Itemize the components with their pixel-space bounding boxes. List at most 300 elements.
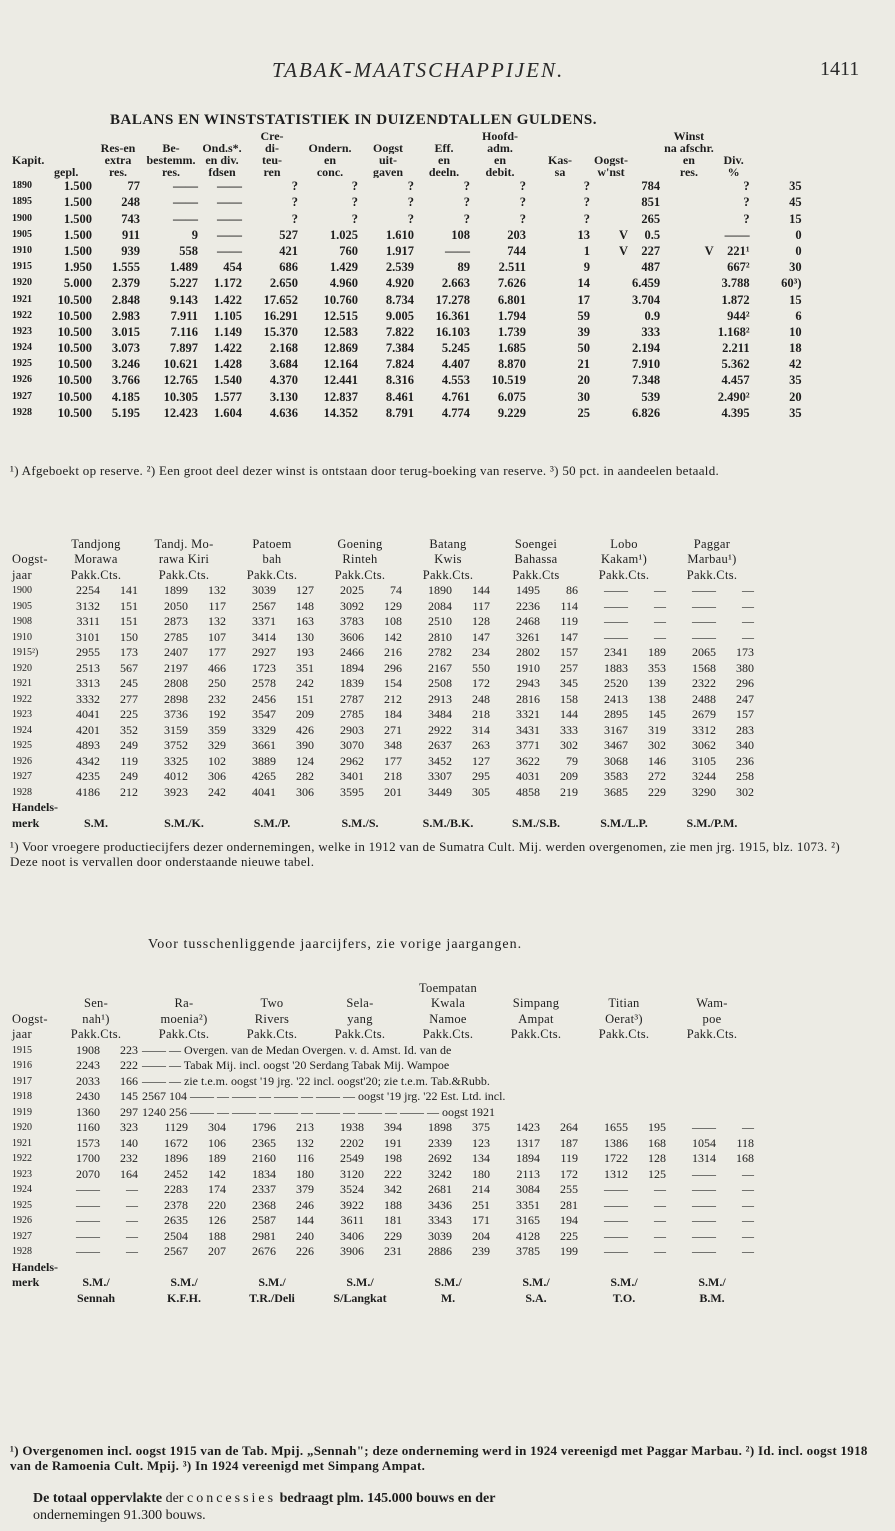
table-cell: 342: [384, 1182, 402, 1196]
table-cell: 4041: [252, 784, 276, 799]
table-cell: 126: [208, 1213, 226, 1227]
table-cell: —— — Overgen. van de Medan Overgen. v. d. Amst. Id. van de: [142, 1042, 452, 1057]
table-cell: ?: [407, 179, 414, 194]
trademark-row: [10, 815, 756, 831]
estates-2-footnote: ¹) Overgenomen incl. oogst 1915 van de Tab. Mpij. „Sennah"; deze onderneming werd in 1924 vereenigd met Paggar Marbau. ²) Id. incl. oogst 1918 van de Ramoenia Cult. Mpij. ³) In 1924 vereenigd met Simpang Ampat.: [10, 1443, 868, 1473]
table-cell: 146: [648, 753, 666, 768]
spacer: [10, 1290, 52, 1306]
header-row: [10, 552, 756, 568]
table-cell: 8.870: [497, 357, 526, 372]
table-cell: —: [654, 1244, 666, 1258]
table-cell: 352: [120, 722, 138, 737]
table-cell: 1573: [76, 1135, 100, 1150]
column-header: Pakk.Cts: [512, 567, 560, 582]
table-cell: 117: [208, 598, 226, 613]
column-header: res.: [161, 166, 181, 178]
table-cell: 147: [472, 629, 490, 644]
table-row: [10, 178, 826, 194]
table-cell: ——: [692, 614, 716, 628]
table-cell: 144: [296, 1213, 314, 1227]
table-cell: 201: [384, 784, 402, 799]
table-cell: 232: [120, 1151, 138, 1165]
column-header: Pakk.Cts.: [246, 567, 298, 582]
table-cell: ——: [692, 1182, 716, 1196]
column-header: [630, 130, 662, 142]
table-cell: 214: [472, 1182, 490, 1196]
table-cell: 18: [789, 341, 802, 356]
table-cell: ——: [76, 1197, 100, 1212]
table-cell: 2895: [604, 707, 628, 721]
table-cell: 148: [296, 598, 314, 613]
table-cell: 157: [736, 707, 754, 721]
table-cell: 283: [736, 722, 754, 737]
table-cell: ?: [743, 195, 750, 210]
table-cell: [592, 259, 630, 275]
table-cell: 1.610: [385, 227, 414, 242]
table-cell: 1925: [12, 358, 32, 370]
table-cell: 2025: [340, 583, 364, 597]
column-header: moenia²): [160, 1011, 208, 1026]
table-cell: 1.872: [721, 292, 750, 307]
table-cell: 144: [560, 707, 578, 721]
column-header: Tandj. Mo-: [154, 536, 214, 551]
trademark: M.: [440, 1290, 456, 1305]
table-cell: 4.553: [441, 373, 470, 388]
table-cell: 302: [560, 738, 578, 752]
table-cell: 2886: [428, 1244, 452, 1258]
table-cell: 2943: [516, 676, 540, 690]
table-cell: 3622: [516, 753, 540, 768]
table-cell: 550: [472, 660, 490, 675]
table-cell: 2.663: [441, 276, 470, 291]
table-cell: 3039: [252, 583, 276, 597]
table-cell: 351: [296, 660, 314, 675]
table-cell: 1927: [12, 771, 32, 782]
trademark: S.M./P.: [253, 815, 291, 830]
table-cell: 3311: [76, 614, 100, 628]
table-cell: 30: [577, 389, 590, 404]
trademark: S.M./: [610, 1275, 638, 1289]
table-cell: 2337: [252, 1182, 276, 1196]
table-cell: 171: [472, 1213, 490, 1227]
table-cell: 132: [208, 583, 226, 597]
table-cell: 1925: [12, 740, 32, 751]
table-cell: 2456: [252, 691, 276, 706]
table-cell: 12.765: [163, 373, 198, 388]
estates-table-1: [10, 536, 756, 831]
table-cell: 1160: [76, 1120, 100, 1134]
column-header: di-: [264, 142, 279, 154]
total-area-statement: [33, 1490, 873, 1524]
table-cell: 17: [577, 292, 590, 307]
column-header: [716, 142, 752, 154]
estates-1-footnote: ¹) Voor vroegere productiecijfers dezer ondernemingen, welke in 1912 van de Sumatra Cult. Mij. werden overgenomen, zie men jrg. 1915, blz. 1073. ²) Deze noot is vervallen door onderstaande nieuwe tabel.: [10, 839, 840, 869]
table-cell: 1920: [12, 1122, 32, 1133]
table-cell: 1918: [12, 1091, 32, 1102]
table-cell: 10.500: [57, 324, 92, 339]
column-header: Soengei: [514, 536, 558, 551]
table-cell: 164: [120, 1166, 138, 1181]
table-cell: 3332: [76, 691, 100, 706]
table-cell: 114: [560, 598, 578, 613]
table-cell: 2898: [164, 691, 188, 706]
table-cell: 25: [577, 405, 590, 420]
table-cell: 10.500: [57, 308, 92, 323]
column-header: Wam-: [696, 996, 728, 1010]
table-cell: 134: [472, 1151, 490, 1165]
table-row: [10, 1228, 756, 1244]
table-cell: 128: [472, 614, 490, 628]
column-header: Namoe: [429, 1011, 467, 1026]
table-cell: 302: [736, 784, 754, 799]
table-cell: 3132: [76, 598, 100, 613]
table-cell: 5.245: [441, 341, 470, 356]
table-cell: 15: [789, 292, 802, 307]
table-cell: 3325: [164, 753, 188, 768]
total-mid: der: [165, 1491, 184, 1506]
table-cell: 1928: [12, 1246, 32, 1257]
table-cell: 2692: [428, 1151, 452, 1165]
table-cell: 151: [296, 691, 314, 706]
table-cell: 173: [120, 645, 138, 659]
table-cell: 3062: [692, 738, 716, 752]
table-row: [10, 691, 756, 707]
table-cell: 127: [472, 753, 490, 768]
column-header: Hoofd-: [482, 130, 518, 142]
estates-table-2: [10, 980, 756, 1306]
table-cell: 348: [384, 738, 402, 752]
trademark: S.M./: [346, 1275, 374, 1289]
table-cell: ?: [463, 211, 470, 226]
table-cell: 258: [736, 769, 754, 783]
table-cell: 35: [789, 373, 802, 388]
table-cell: 1921: [12, 678, 32, 689]
table-cell: 8.316: [385, 373, 414, 388]
table-cell: 3105: [692, 753, 716, 768]
table-cell: 4.920: [385, 276, 414, 291]
trademark: S.M./: [258, 1275, 286, 1289]
column-header: conc.: [316, 166, 344, 178]
table-cell: 218: [472, 707, 490, 721]
table-row: [10, 1244, 756, 1260]
table-cell: 329: [208, 738, 226, 752]
column-header: [752, 166, 804, 178]
table-cell: 166: [120, 1073, 138, 1088]
trademark: S.M./: [82, 1275, 110, 1289]
column-header: Pakk.Cts.: [686, 567, 738, 582]
table-cell: —: [126, 1182, 138, 1196]
table-cell: [592, 308, 630, 324]
table-cell: 141: [120, 583, 138, 597]
table-cell: [592, 291, 630, 307]
table-cell: 234: [472, 645, 490, 659]
trademark-label-row: [10, 1259, 756, 1275]
table-cell: 2084: [428, 598, 452, 613]
table-cell: 1915: [12, 1044, 32, 1056]
table-cell: 227: [641, 243, 661, 258]
table-cell: 1.950: [63, 260, 92, 275]
table-cell: 10: [789, 324, 802, 339]
table-cell: 177: [208, 645, 226, 659]
table-cell: 2322: [692, 676, 716, 690]
table-cell: 2341: [604, 645, 628, 659]
table-cell: 2.168: [269, 341, 298, 356]
table-cell: 426: [296, 722, 314, 737]
column-header: bestemm.: [146, 154, 196, 166]
table-cell: 4128: [516, 1228, 540, 1243]
column-header: [592, 142, 630, 154]
trademark: S.M./: [170, 1275, 198, 1289]
table-cell: 281: [560, 1197, 578, 1212]
table-cell: 302: [648, 738, 666, 752]
table-cell: 851: [641, 195, 661, 210]
trademark-label: merk: [12, 815, 40, 830]
table-cell: ——: [604, 1213, 628, 1227]
column-header: Pakk.Cts.: [70, 567, 122, 582]
table-cell: 1839: [340, 676, 364, 690]
table-cell: 9.005: [385, 308, 414, 323]
table-cell: 2413: [604, 691, 628, 706]
table-cell: 3606: [340, 629, 364, 644]
table-cell: —: [126, 1213, 138, 1227]
table-cell: 10.500: [57, 357, 92, 372]
table-cell: 12.837: [323, 389, 358, 404]
table-cell: 4265: [252, 769, 276, 783]
table-cell: ——: [217, 179, 242, 194]
table-cell: 79: [566, 753, 578, 768]
table-cell: ——: [604, 583, 628, 597]
table-cell: 50: [577, 341, 590, 356]
table-cell: 1.555: [111, 260, 140, 275]
table-cell: 7.822: [385, 324, 414, 339]
column-header: Eff.: [434, 142, 454, 154]
table-row: [10, 1213, 756, 1229]
table-cell: [662, 291, 716, 307]
column-header: Kakam¹): [600, 552, 648, 566]
table-cell: ——: [604, 1197, 628, 1212]
table-cell: ?: [519, 179, 526, 194]
table-row: [10, 583, 756, 599]
table-cell: 257: [560, 660, 578, 675]
table-cell: 3313: [76, 676, 100, 690]
table-cell: 2913: [428, 691, 452, 706]
table-cell: 2567 104 —— — —— — —— — —— — oogst '19 jrg. '22 Est. Ltd. incl.: [142, 1089, 506, 1103]
table-cell: —: [654, 598, 666, 613]
table-cell: 12.423: [163, 405, 198, 420]
table-cell: 1905: [12, 228, 32, 240]
table-cell: 2283: [164, 1182, 188, 1196]
table-cell: 130: [296, 629, 314, 644]
table-cell: 1908: [12, 616, 32, 627]
table-cell: [662, 308, 716, 324]
table-cell: 1.794: [497, 308, 526, 323]
trademark: S.M./: [434, 1275, 462, 1289]
table-cell: V: [618, 243, 628, 258]
table-cell: 2955: [76, 645, 100, 659]
table-cell: 16.103: [435, 324, 470, 339]
column-header: en: [682, 154, 695, 166]
table-cell: 17.278: [435, 292, 470, 307]
table-cell: 3.788: [721, 276, 750, 291]
table-cell: 3351: [516, 1197, 540, 1212]
table-row: [10, 598, 756, 614]
column-header: Simpang: [512, 996, 560, 1010]
table-cell: 188: [208, 1228, 226, 1243]
table-cell: 35: [789, 179, 802, 194]
table-cell: 180: [296, 1166, 314, 1181]
table-cell: 222: [120, 1058, 138, 1072]
table-row: [10, 676, 756, 692]
column-header: Two: [260, 996, 284, 1010]
table-cell: 4.774: [441, 405, 470, 420]
table-cell: 119: [560, 614, 578, 628]
table-cell: 10.760: [323, 292, 358, 307]
table-cell: 77: [127, 179, 140, 194]
table-cell: 2587: [252, 1213, 276, 1227]
table-cell: 7.897: [169, 341, 198, 356]
column-header: [10, 996, 52, 1012]
column-header: na afschr.: [664, 142, 714, 154]
table-cell: 319: [648, 722, 666, 737]
column-header: Marbau¹): [687, 552, 737, 566]
table-cell: 394: [384, 1120, 402, 1134]
table-cell: 172: [560, 1166, 578, 1181]
table-cell: 2981: [252, 1228, 276, 1243]
table-cell: 3039: [428, 1228, 452, 1243]
table-cell: —— — zie t.e.m. oogst '19 jrg. '22 incl. oogst'20; zie t.e.m. Tab.&Rubb.: [142, 1073, 490, 1088]
table-cell: 4.185: [111, 389, 140, 404]
table-cell: 558: [179, 243, 198, 258]
trademark: S/Langkat: [333, 1290, 387, 1305]
trademark: S.M.: [84, 815, 108, 830]
table-cell: 1423: [516, 1120, 540, 1134]
table-cell: [662, 356, 716, 372]
table-cell: 199: [560, 1244, 578, 1258]
table-cell: 145: [120, 1089, 138, 1103]
table-cell: 2810: [428, 629, 452, 644]
table-row: [10, 784, 756, 800]
table-cell: 2785: [340, 707, 364, 721]
table-cell: 9: [583, 260, 590, 275]
column-header: Toempatan: [418, 980, 478, 995]
table-cell: 209: [296, 707, 314, 721]
table-cell: 174: [208, 1182, 226, 1196]
column-header: Oogst-: [12, 1011, 48, 1026]
table-cell: 242: [208, 784, 226, 799]
table-cell: 168: [648, 1135, 666, 1150]
table-cell: 181: [384, 1213, 402, 1227]
column-header: [630, 142, 662, 154]
table-cell: 7.911: [170, 308, 198, 323]
table-cell: 359: [208, 722, 226, 737]
table-cell: 1.540: [213, 373, 242, 388]
table-cell: 263: [472, 738, 490, 752]
total-concessions: concessies: [186, 1491, 277, 1506]
table-cell: 232: [208, 691, 226, 706]
column-header: adm.: [487, 142, 513, 154]
table-cell: ——: [173, 211, 198, 226]
table-cell: [662, 324, 716, 340]
trademark: S.M./: [698, 1275, 726, 1289]
table-cell: 150: [120, 629, 138, 644]
column-header: bah: [262, 552, 282, 566]
table-cell: 5.195: [111, 405, 140, 420]
column-header: sa: [554, 166, 566, 178]
table-cell: 1921: [12, 1137, 32, 1149]
table-cell: 3159: [164, 722, 188, 737]
table-cell: —: [742, 1197, 754, 1212]
table-cell: 4858: [516, 784, 540, 799]
table-cell: 1.739: [497, 324, 526, 339]
column-header: [10, 166, 52, 178]
column-header: Pakk.Cts.: [598, 1027, 650, 1041]
table-cell: ——: [173, 179, 198, 194]
column-header: debit.: [485, 166, 515, 178]
column-header: Cre-: [260, 130, 284, 142]
table-cell: 45: [789, 195, 802, 210]
table-cell: 2.650: [269, 276, 298, 291]
table-cell: 1910: [12, 631, 32, 643]
table-cell: 4.960: [329, 276, 358, 291]
header-row: [10, 536, 756, 552]
table-cell: 2787: [340, 691, 364, 706]
table-cell: 1.489: [169, 260, 198, 275]
table-cell: 89: [457, 260, 470, 275]
header-row: [10, 567, 756, 583]
table-cell: 5.000: [63, 276, 92, 291]
column-header: Bahassa: [514, 552, 558, 566]
header-row: [10, 996, 756, 1012]
column-header: [10, 130, 52, 142]
column-header: Ra-: [174, 996, 194, 1010]
table-cell: 2567: [164, 1244, 188, 1258]
table-row: [10, 722, 756, 738]
table-row: [10, 738, 756, 754]
table-cell: ?: [583, 211, 590, 226]
table-cell: 1928: [12, 406, 32, 418]
table-cell: 140: [120, 1135, 138, 1150]
table-cell: 10.500: [57, 389, 92, 404]
table-cell: 157: [560, 645, 578, 659]
table-cell: 255: [560, 1182, 578, 1196]
table-row: [10, 769, 756, 785]
column-header: [630, 154, 662, 166]
table-cell: ——: [604, 629, 628, 644]
table-cell: 3.015: [111, 324, 140, 339]
table-cell: 1917: [12, 1075, 32, 1087]
table-cell: 198: [384, 1151, 402, 1165]
table-cell: 2070: [76, 1166, 100, 1181]
trademark: B.M.: [699, 1290, 725, 1305]
table-cell: [592, 372, 630, 388]
table-cell: 3661: [252, 738, 276, 752]
trademark: K.F.H.: [167, 1290, 201, 1305]
table-cell: 194: [560, 1213, 578, 1227]
table-cell: 1920: [12, 277, 32, 289]
table-row: [10, 1151, 756, 1167]
table-cell: 1923: [12, 709, 32, 720]
page-header: [0, 58, 895, 88]
table-cell: 1883: [604, 660, 628, 675]
table-cell: 10.305: [163, 389, 198, 404]
table-cell: 147: [560, 629, 578, 644]
table-cell: 2430: [76, 1089, 100, 1103]
table-cell: 1890: [428, 583, 452, 597]
table-cell: ?: [583, 195, 590, 210]
table-cell: 1.429: [329, 260, 358, 275]
table-cell: 192: [208, 707, 226, 721]
table-cell: [592, 405, 630, 421]
